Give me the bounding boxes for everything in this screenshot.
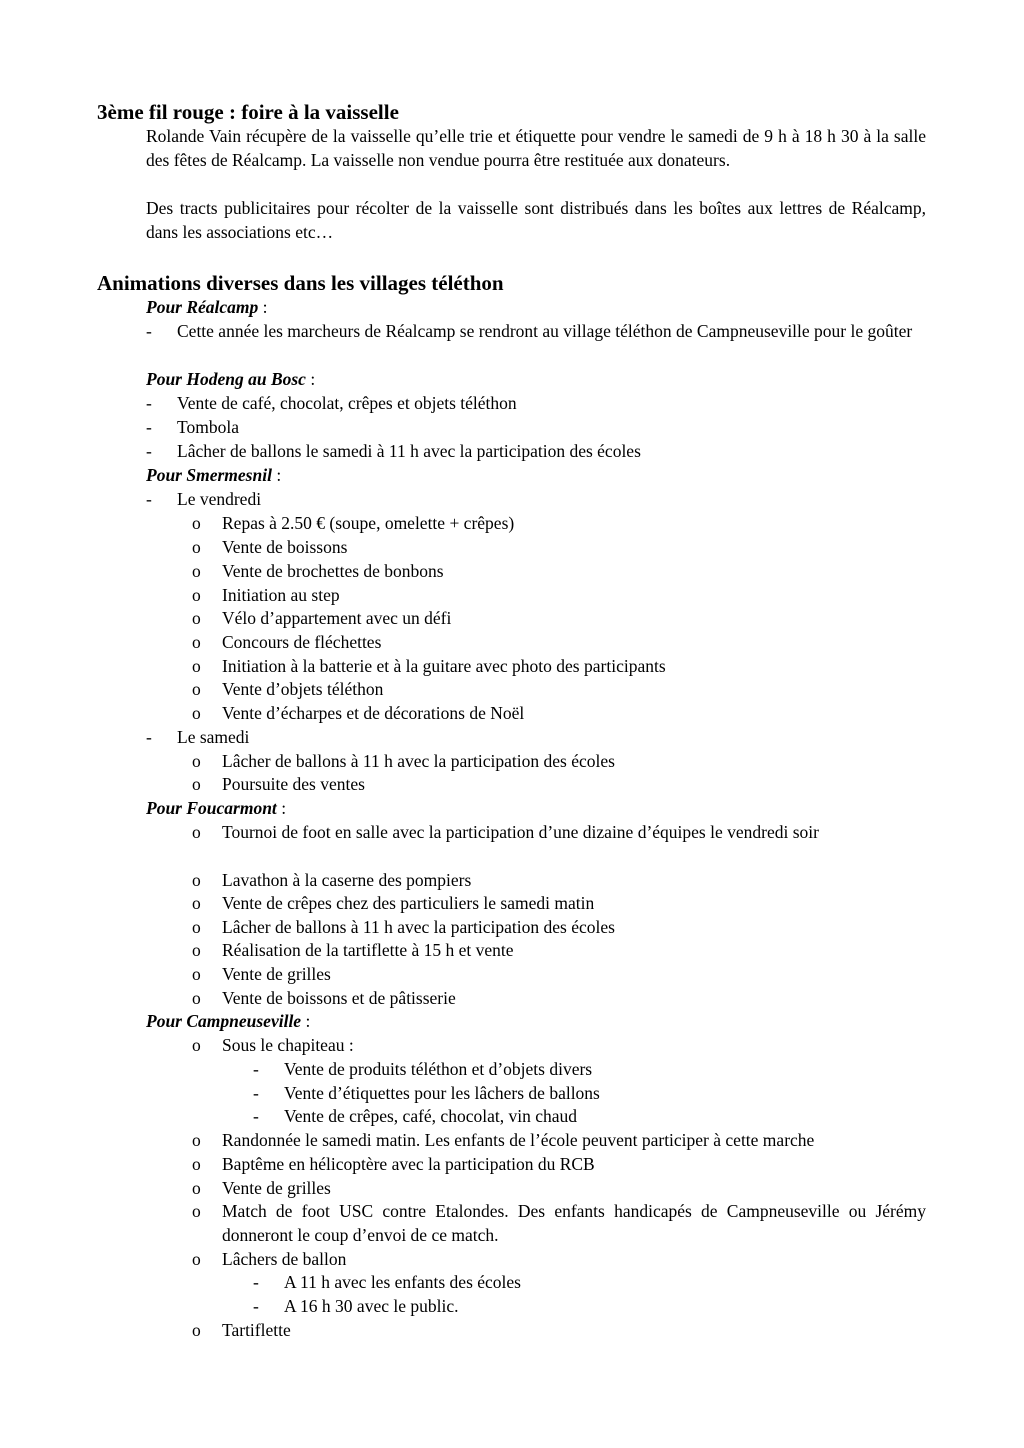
- village-label: Pour Réalcamp: [146, 297, 259, 317]
- colon: :: [305, 1011, 311, 1031]
- bullet-marker: o: [192, 822, 201, 842]
- dash-marker: -: [146, 321, 152, 341]
- list-item: Vente de crêpes chez des particuliers le samedi matin: [222, 893, 595, 913]
- bullet-marker: o: [192, 537, 201, 557]
- list-item: Randonnée le samedi matin. Les enfants de l’école peuvent participer à cette marche: [222, 1130, 815, 1150]
- bullet-marker: o: [192, 1320, 201, 1340]
- dash-marker: -: [146, 727, 152, 747]
- colon: :: [276, 465, 282, 485]
- list-item: Baptême en hélicoptère avec la participation du RCB: [222, 1154, 595, 1174]
- list-item: Lâcher de ballons à 11 h avec la participation des écoles: [222, 917, 615, 937]
- village-label: Pour Hodeng au Bosc: [146, 369, 306, 389]
- dash-marker: -: [253, 1296, 259, 1316]
- bullet-marker: o: [192, 751, 201, 771]
- bullet-marker: o: [192, 608, 201, 628]
- village-heading-campneuseville: [146, 1009, 310, 1033]
- paragraph-tracts: Des tracts publicitaires pour récolter de la vaisselle sont distribués dans les boîtes aux lettres de Réalcamp, dans les associations etc…: [146, 198, 926, 242]
- village-heading-foucarmont: [146, 796, 286, 820]
- village-label: Pour Smermesnil: [146, 465, 272, 485]
- list-item: Lâcher de ballons le samedi à 11 h avec la participation des écoles: [177, 441, 641, 461]
- bullet-marker: o: [192, 1201, 201, 1221]
- dash-marker: -: [253, 1106, 259, 1126]
- bullet-marker: o: [192, 1130, 201, 1150]
- bullet-marker: o: [192, 703, 201, 723]
- list-item: Vélo d’appartement avec un défi: [222, 608, 452, 628]
- dash-marker: -: [253, 1059, 259, 1079]
- bullet-marker: o: [192, 1035, 201, 1055]
- list-item: Vente d’écharpes et de décorations de Noël: [222, 703, 525, 723]
- list-item: A 16 h 30 avec le public.: [284, 1296, 459, 1316]
- list-item-samedi: Le samedi: [177, 727, 250, 747]
- village-label: Pour Foucarmont: [146, 798, 277, 818]
- bullet-marker: o: [192, 632, 201, 652]
- list-item: Tartiflette: [222, 1320, 291, 1340]
- bullet-marker: o: [192, 917, 201, 937]
- section-heading-animations: Animations diverses dans les villages téléthon: [97, 271, 504, 295]
- bullet-marker: o: [192, 585, 201, 605]
- dash-marker: -: [253, 1272, 259, 1292]
- dash-marker: -: [146, 393, 152, 413]
- list-item: Lâcher de ballons à 11 h avec la participation des écoles: [222, 751, 615, 771]
- list-item: Vente de grilles: [222, 964, 331, 984]
- list-item-lachers: Lâchers de ballon: [222, 1249, 347, 1269]
- village-label: Pour Campneuseville: [146, 1011, 302, 1031]
- list-item: Vente de boissons: [222, 537, 348, 557]
- bullet-marker: o: [192, 656, 201, 676]
- bullet-marker: o: [192, 1154, 201, 1174]
- list-item: Vente de produits téléthon et d’objets divers: [284, 1059, 593, 1079]
- list-item-chapiteau: Sous le chapiteau :: [222, 1035, 354, 1055]
- dash-marker: -: [146, 489, 152, 509]
- list-item: Vente de crêpes, café, chocolat, vin chaud: [284, 1106, 577, 1126]
- colon: :: [262, 297, 268, 317]
- bullet-marker: o: [192, 940, 201, 960]
- dash-marker: -: [146, 417, 152, 437]
- bullet-marker: o: [192, 1249, 201, 1269]
- list-item: Poursuite des ventes: [222, 774, 365, 794]
- bullet-marker: o: [192, 1178, 201, 1198]
- list-item: Initiation à la batterie et à la guitare avec photo des participants: [222, 656, 666, 676]
- village-heading-realcamp: [146, 295, 268, 319]
- bullet-marker: o: [192, 870, 201, 890]
- village-heading-smermesnil: [146, 463, 281, 487]
- list-item: Lavathon à la caserne des pompiers: [222, 870, 472, 890]
- list-item: Vente de brochettes de bonbons: [222, 561, 444, 581]
- list-item: Tournoi de foot en salle avec la participation d’une dizaine d’équipes le vendredi soir: [222, 822, 819, 842]
- bullet-marker: o: [192, 893, 201, 913]
- dash-marker: -: [253, 1083, 259, 1103]
- list-item: Vente de grilles: [222, 1178, 331, 1198]
- bullet-marker: o: [192, 561, 201, 581]
- list-item: Vente de café, chocolat, crêpes et objets téléthon: [177, 393, 517, 413]
- village-heading-hodeng: [146, 367, 315, 391]
- colon: :: [281, 798, 287, 818]
- list-item: Concours de fléchettes: [222, 632, 382, 652]
- dash-marker: -: [146, 441, 152, 461]
- list-item: Tombola: [177, 417, 239, 437]
- list-item: Vente de boissons et de pâtisserie: [222, 988, 456, 1008]
- colon: :: [310, 369, 316, 389]
- list-item: Initiation au step: [222, 585, 340, 605]
- bullet-marker: o: [192, 679, 201, 699]
- bullet-marker: o: [192, 774, 201, 794]
- list-item: Réalisation de la tartiflette à 15 h et vente: [222, 940, 514, 960]
- list-item: Match de foot USC contre Etalondes. Des enfants handicapés de Campneuseville ou Jérémy donneront le coup d’envoi de ce match.: [222, 1201, 926, 1245]
- bullet-marker: o: [192, 513, 201, 533]
- list-item: Cette année les marcheurs de Réalcamp se rendront au village téléthon de Campneuseville pour le goûter: [177, 321, 913, 341]
- list-item: Repas à 2.50 € (soupe, omelette + crêpes): [222, 513, 515, 533]
- list-item: A 11 h avec les enfants des écoles: [284, 1272, 521, 1292]
- list-item-vendredi: Le vendredi: [177, 489, 262, 509]
- list-item: Vente d’objets téléthon: [222, 679, 384, 699]
- section-heading-vaisselle: 3ème fil rouge : foire à la vaisselle: [97, 100, 399, 124]
- paragraph-vaisselle: Rolande Vain récupère de la vaisselle qu’elle trie et étiquette pour vendre le samedi de 9 h à 18 h 30 à la salle des fêtes de Réalcamp. La vaisselle non vendue pourra être restituée aux donateurs.: [146, 126, 926, 170]
- bullet-marker: o: [192, 964, 201, 984]
- list-item: Vente d’étiquettes pour les lâchers de ballons: [284, 1083, 600, 1103]
- bullet-marker: o: [192, 988, 201, 1008]
